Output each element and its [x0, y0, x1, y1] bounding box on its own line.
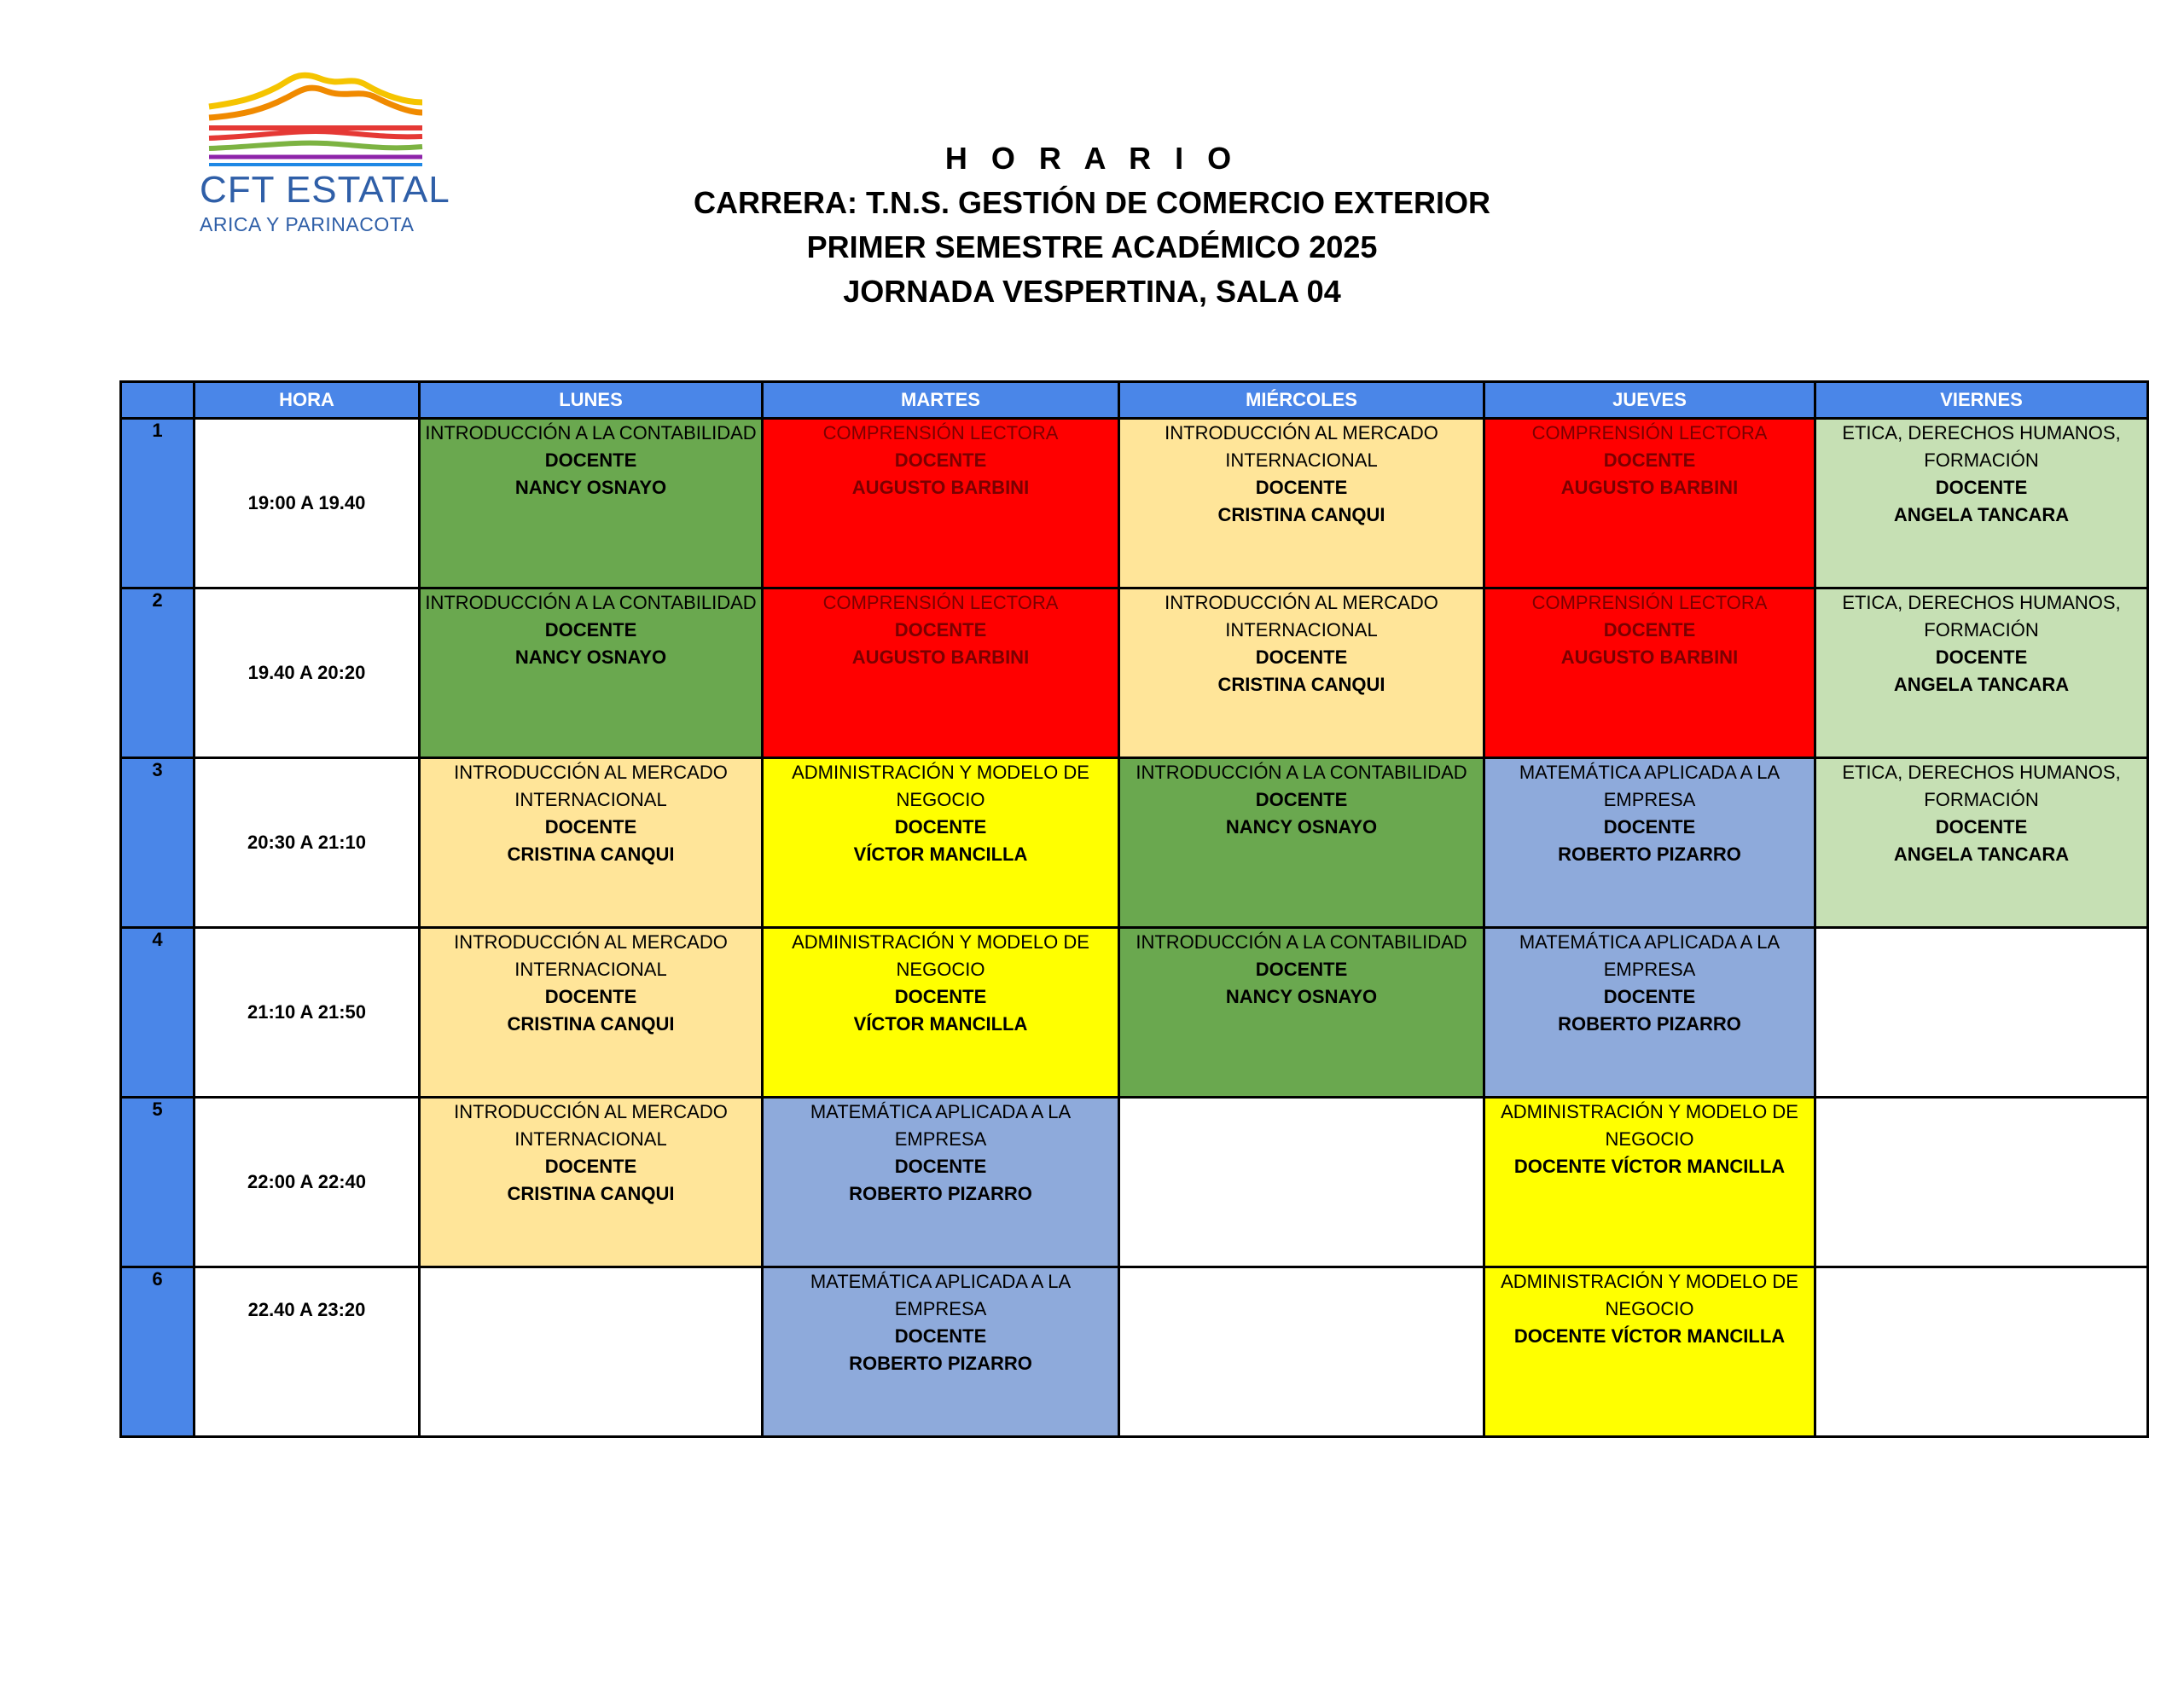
block-number: 5 — [121, 1098, 195, 1267]
teacher-label: DOCENTE — [894, 449, 987, 471]
class-cell — [763, 758, 1119, 928]
subject-name: INTRODUCCIÓN A LA CONTABILIDAD — [1136, 931, 1467, 953]
table-row — [121, 588, 2148, 758]
teacher-name: VÍCTOR MANCILLA — [853, 844, 1028, 865]
teacher-name: ANGELA TANCARA — [1893, 844, 2070, 865]
class-cell — [763, 928, 1119, 1098]
subject-name: COMPRENSIÓN LECTORA — [1531, 422, 1768, 443]
block-number: 4 — [121, 928, 195, 1098]
class-cell — [1119, 588, 1484, 758]
teacher-label: DOCENTE — [544, 1156, 637, 1177]
teacher-name: CRISTINA CANQUI — [1217, 504, 1385, 525]
teacher-label: DOCENTE — [894, 986, 987, 1007]
class-cell — [763, 419, 1119, 588]
class-cell — [1119, 928, 1484, 1098]
subject-name: ADMINISTRACIÓN Y MODELO DE NEGOCIO — [1501, 1101, 1798, 1150]
teacher-name: ROBERTO PIZARRO — [849, 1183, 1032, 1204]
subject-name: ADMINISTRACIÓN Y MODELO DE NEGOCIO — [792, 762, 1089, 810]
teacher-name: CRISTINA CANQUI — [1217, 674, 1385, 695]
teacher-label: DOCENTE — [1255, 646, 1348, 668]
class-cell — [1484, 588, 1815, 758]
teacher-name: ROBERTO PIZARRO — [1558, 1013, 1741, 1035]
table-row — [121, 928, 2148, 1098]
class-cell — [420, 928, 763, 1098]
column-header: HORA — [195, 382, 420, 419]
column-header — [121, 382, 195, 419]
teacher-name: AUGUSTO BARBINI — [1560, 646, 1739, 668]
subject-name: INTRODUCCIÓN AL MERCADO INTERNACIONAL — [454, 1101, 728, 1150]
block-number: 2 — [121, 588, 195, 758]
teacher-label: DOCENTE — [1935, 477, 2028, 498]
logo-subtitle: ARICA Y PARINACOTA — [200, 213, 415, 235]
class-cell — [763, 1098, 1119, 1267]
subject-name: INTRODUCCIÓN AL MERCADO INTERNACIONAL — [1165, 422, 1438, 471]
class-cell — [763, 1267, 1119, 1437]
column-header: JUEVES — [1484, 382, 1815, 419]
teacher-label: DOCENTE VÍCTOR MANCILLA — [1513, 1156, 1786, 1177]
time-slot: 22.40 A 23:20 — [195, 1267, 420, 1437]
teacher-name: VÍCTOR MANCILLA — [853, 1013, 1028, 1035]
semester-line: PRIMER SEMESTRE ACADÉMICO 2025 — [806, 229, 1378, 264]
teacher-label: DOCENTE — [894, 816, 987, 838]
teacher-label: DOCENTE — [894, 1156, 987, 1177]
teacher-label: DOCENTE VÍCTOR MANCILLA — [1513, 1325, 1786, 1347]
class-cell — [420, 758, 763, 928]
teacher-name: ANGELA TANCARA — [1893, 674, 2070, 695]
teacher-name: NANCY OSNAYO — [514, 646, 667, 668]
teacher-label: DOCENTE — [544, 619, 637, 641]
subject-name: ETICA, DERECHOS HUMANOS, FORMACIÓN — [1842, 592, 2121, 641]
teacher-name: AUGUSTO BARBINI — [851, 477, 1030, 498]
subject-name: COMPRENSIÓN LECTORA — [822, 422, 1059, 443]
subject-name: ETICA, DERECHOS HUMANOS, FORMACIÓN — [1842, 762, 2121, 810]
subject-name: INTRODUCCIÓN AL MERCADO INTERNACIONAL — [1165, 592, 1438, 641]
teacher-label: DOCENTE — [1603, 986, 1696, 1007]
subject-name: INTRODUCCIÓN A LA CONTABILIDAD — [1136, 762, 1467, 783]
teacher-label: DOCENTE — [544, 449, 637, 471]
teacher-name: NANCY OSNAYO — [1225, 816, 1378, 838]
class-cell — [420, 419, 763, 588]
session-line: JORNADA VESPERTINA, SALA 04 — [843, 274, 1341, 309]
teacher-label: DOCENTE — [1255, 959, 1348, 980]
subject-name: INTRODUCCIÓN AL MERCADO INTERNACIONAL — [454, 931, 728, 980]
block-number: 1 — [121, 419, 195, 588]
class-cell — [1484, 1267, 1815, 1437]
teacher-label: DOCENTE — [894, 619, 987, 641]
class-cell — [420, 1098, 763, 1267]
teacher-label: DOCENTE — [544, 816, 637, 838]
teacher-label: DOCENTE — [1255, 477, 1348, 498]
class-cell — [1815, 419, 2148, 588]
teacher-name: ROBERTO PIZARRO — [849, 1353, 1032, 1374]
column-header: LUNES — [420, 382, 763, 419]
table-row — [121, 758, 2148, 928]
teacher-name: CRISTINA CANQUI — [507, 844, 675, 865]
table-header-row — [121, 382, 2148, 419]
teacher-name: ANGELA TANCARA — [1893, 504, 2070, 525]
block-number: 6 — [121, 1267, 195, 1437]
block-number: 3 — [121, 758, 195, 928]
table-row — [121, 1267, 2148, 1437]
class-cell — [763, 588, 1119, 758]
class-cell — [1815, 1267, 2148, 1437]
subject-name: ETICA, DERECHOS HUMANOS, FORMACIÓN — [1842, 422, 2121, 471]
class-cell — [1484, 758, 1815, 928]
teacher-label: DOCENTE — [1935, 646, 2028, 668]
teacher-name: ROBERTO PIZARRO — [1558, 844, 1741, 865]
teacher-label: DOCENTE — [1935, 816, 2028, 838]
page-title: H O R A R I O — [944, 141, 1240, 176]
teacher-name: NANCY OSNAYO — [1225, 986, 1378, 1007]
subject-name: MATEMÁTICA APLICADA A LA EMPRESA — [810, 1271, 1072, 1319]
column-header: MARTES — [763, 382, 1119, 419]
subject-name: INTRODUCCIÓN A LA CONTABILIDAD — [425, 592, 757, 613]
teacher-label: DOCENTE — [894, 1325, 987, 1347]
subject-name: COMPRENSIÓN LECTORA — [1531, 592, 1768, 613]
career-line: CARRERA: T.N.S. GESTIÓN DE COMERCIO EXTERIOR — [693, 185, 1491, 220]
class-cell — [1815, 588, 2148, 758]
class-cell — [1119, 1267, 1484, 1437]
class-cell — [1119, 419, 1484, 588]
logo-name: CFT ESTATAL — [200, 169, 450, 211]
teacher-name: CRISTINA CANQUI — [507, 1183, 675, 1204]
class-cell — [1484, 1098, 1815, 1267]
teacher-label: DOCENTE — [1255, 789, 1348, 810]
subject-name: INTRODUCCIÓN A LA CONTABILIDAD — [425, 422, 757, 443]
subject-name: MATEMÁTICA APLICADA A LA EMPRESA — [1519, 931, 1780, 980]
subject-name: COMPRENSIÓN LECTORA — [822, 592, 1059, 613]
teacher-name: CRISTINA CANQUI — [507, 1013, 675, 1035]
class-cell — [1484, 419, 1815, 588]
teacher-label: DOCENTE — [1603, 816, 1696, 838]
time-slot: 20:30 A 21:10 — [195, 758, 420, 928]
time-slot: 21:10 A 21:50 — [195, 928, 420, 1098]
teacher-label: DOCENTE — [1603, 619, 1696, 641]
teacher-name: AUGUSTO BARBINI — [1560, 477, 1739, 498]
time-slot: 19.40 A 20:20 — [195, 588, 420, 758]
subject-name: ADMINISTRACIÓN Y MODELO DE NEGOCIO — [1501, 1271, 1798, 1319]
class-cell — [1815, 928, 2148, 1098]
teacher-label: DOCENTE — [544, 986, 637, 1007]
schedule-table — [119, 380, 2149, 1438]
class-cell — [1119, 758, 1484, 928]
document-header — [0, 136, 2184, 314]
class-cell — [1484, 928, 1815, 1098]
time-slot: 22:00 A 22:40 — [195, 1098, 420, 1267]
teacher-label: DOCENTE — [1603, 449, 1696, 471]
time-slot: 19:00 A 19.40 — [195, 419, 420, 588]
column-header: MIÉRCOLES — [1119, 382, 1484, 419]
subject-name: MATEMÁTICA APLICADA A LA EMPRESA — [810, 1101, 1072, 1150]
class-cell — [1815, 1098, 2148, 1267]
subject-name: INTRODUCCIÓN AL MERCADO INTERNACIONAL — [454, 762, 728, 810]
table-row — [121, 419, 2148, 588]
class-cell — [1119, 1098, 1484, 1267]
class-cell — [420, 588, 763, 758]
subject-name: ADMINISTRACIÓN Y MODELO DE NEGOCIO — [792, 931, 1089, 980]
teacher-name: NANCY OSNAYO — [514, 477, 667, 498]
class-cell — [420, 1267, 763, 1437]
class-cell — [1815, 758, 2148, 928]
column-header: VIERNES — [1815, 382, 2148, 419]
table-row — [121, 1098, 2148, 1267]
teacher-name: AUGUSTO BARBINI — [851, 646, 1030, 668]
subject-name: MATEMÁTICA APLICADA A LA EMPRESA — [1519, 762, 1780, 810]
